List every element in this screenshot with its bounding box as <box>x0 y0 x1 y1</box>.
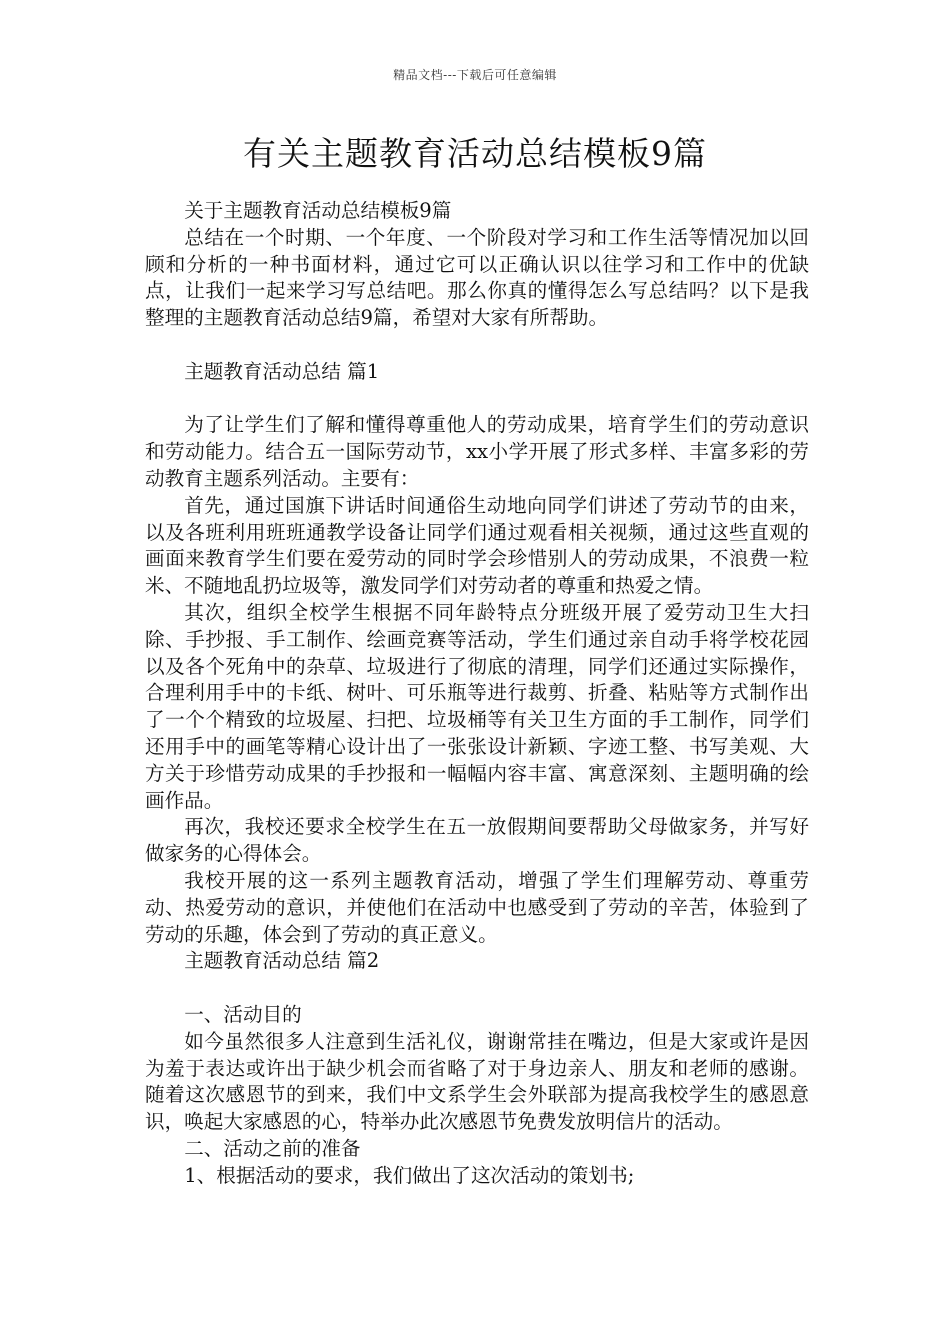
paragraph: 首先，通过国旗下讲话时间通俗生动地向同学们讲述了劳动节的由来，以及各班利用班班通教学设备让同学们通过观看相关视频，通过这些直观的画面来教育学生们要在爱劳动的同时学会珍惜别人的劳动成果，不浪费一粒米、不随地乱扔垃圾等，激发同学们对劳动者的尊重和热爱之情。 <box>145 493 809 598</box>
blank-line <box>145 386 809 413</box>
blank-line <box>145 975 809 1002</box>
header-note: 精品文档---下载后可任意编辑 <box>393 68 557 82</box>
document-body <box>145 198 809 1189</box>
paragraph: 其次，组织全校学生根据不同年龄特点分班级开展了爱劳动卫生大扫除、手抄报、手工制作、绘画竞赛等活动，学生们通过亲自动手将学校花园以及各个死角中的杂草、垃圾进行了彻底的清理，同学们还通过实际操作，合理利用手中的卡纸、树叶、可乐瓶等进行裁剪、折叠、粘贴等方式制作出了一个个精致的垃圾屋、扫把、垃圾桶等有关卫生方面的手工制作，同学们还用手中的画笔等精心设计出了一张张设计新颖、字迹工整、书写美观、大方关于珍惜劳动成果的手抄报和一幅幅内容丰富、寓意深刻、主题明确的绘画作品。 <box>145 600 809 812</box>
section-heading: 主题教育活动总结 篇1 <box>184 359 380 383</box>
paragraph: 1、根据活动的要求，我们做出了这次活动的策划书; <box>184 1163 635 1187</box>
subsection-heading: 二、活动之前的准备 <box>184 1136 361 1160</box>
subsection-heading: 一、活动目的 <box>184 1002 302 1026</box>
paragraph: 关于主题教育活动总结模板9篇 <box>184 199 452 222</box>
blank-line <box>145 332 809 359</box>
paragraph: 为了让学生们了解和懂得尊重他人的劳动成果，培育学生们的劳动意识和劳动能力。结合五一国际劳动节，xx小学开展了形式多样、丰富多彩的劳动教育主题系列活动。主要有： <box>145 413 809 490</box>
paragraph: 总结在一个时期、一个年度、一个阶段对学习和工作生活等情况加以回顾和分析的一种书面材料，通过它可以正确认识以往学习和工作中的优缺点，让我们一起来学习写总结吧。那么你真的懂得怎么写总结吗？以下是我整理的主题教育活动总结9篇，希望对大家有所帮助。 <box>145 225 809 330</box>
paragraph: 我校开展的这一系列主题教育活动，增强了学生们理解劳动、尊重劳动、热爱劳动的意识，并使他们在活动中也感受到了劳动的辛苦，体验到了劳动的乐趣，体会到了劳动的真正意义。 <box>145 868 809 946</box>
section-heading: 主题教育活动总结 篇2 <box>184 949 380 973</box>
paragraph: 再次，我校还要求全校学生在五一放假期间要帮助父母做家务，并写好做家务的心得体会。 <box>145 815 809 866</box>
document-title: 有关主题教育活动总结模板9篇 <box>243 134 707 173</box>
paragraph: 如今虽然很多人注意到生活礼仪，谢谢常挂在嘴边，但是大家或许是因为羞于表达或许出于缺少机会而省略了对于身边亲人、朋友和老师的感谢。随着这次感恩节的到来，我们中文系学生会外联部为提高我校学生的感恩意识，唤起大家感恩的心，特举办此次感恩节免费发放明信片的活动。 <box>145 1029 809 1134</box>
